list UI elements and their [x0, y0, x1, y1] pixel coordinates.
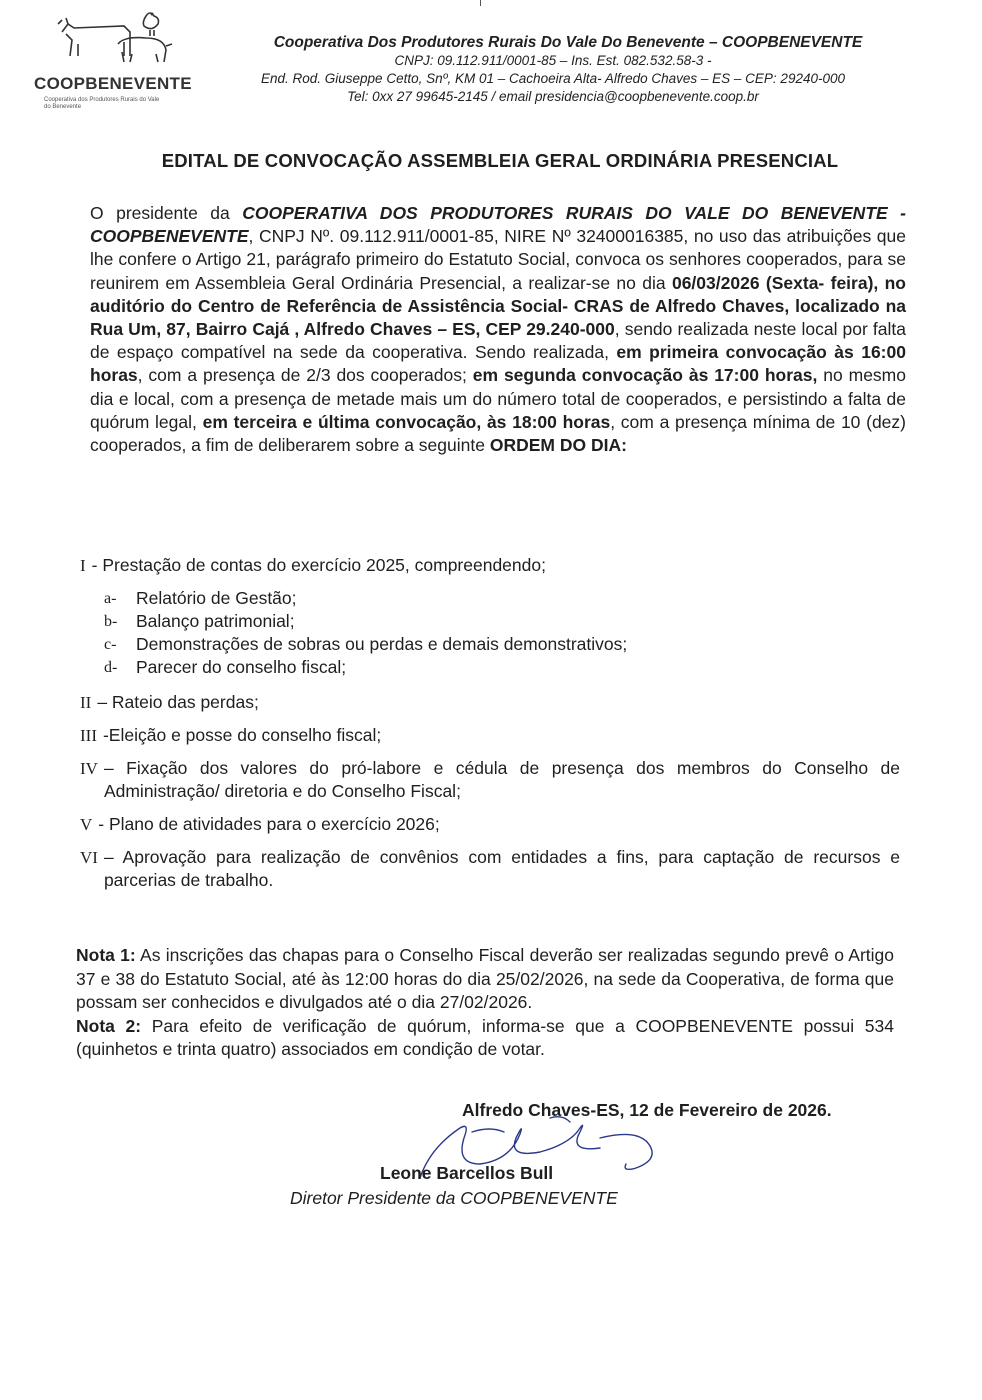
item-number: IV [80, 759, 98, 778]
item-text: – Fixação dos valores do pró-labore e cédula de presença dos membros do Conselho de Administração/ diretoria e do Conselho Fiscal; [103, 758, 900, 801]
item-number: II [80, 693, 92, 712]
agenda-subitem [80, 633, 900, 656]
scan-mark [480, 0, 481, 6]
agenda-heading: ORDEM DO DIA: [489, 435, 627, 456]
agenda-subitem [80, 610, 900, 633]
subitem-text: Relatório de Gestão; [136, 588, 297, 608]
signer-name: Leone Barcellos Bull [380, 1163, 554, 1183]
subitem-letter: a- [104, 590, 117, 607]
agenda-subitem [80, 656, 900, 679]
agenda-subitem [80, 587, 900, 610]
note-text: As inscrições das chapas para o Conselho Fiscal deverão ser realizadas segundo prevê o Artigo 37 e 38 do Estatuto Social, até às 12:00 horas do dia 25/02/2026, na sede da Cooperativa, de forma que possam ser conhecidos e divulgados até o dia 27/02/2026. [76, 945, 895, 1012]
convocation-paragraph [90, 202, 906, 457]
item-number: VI [80, 848, 98, 867]
note-label: Nota 2: [76, 1015, 142, 1036]
farm-animals-logo-icon [54, 10, 184, 72]
subitem-letter: c- [104, 636, 117, 653]
address-line: End. Rod. Giuseppe Cetto, Snº, KM 01 – Cachoeira Alta- Alfredo Chaves – ES – CEP: 29240-000 [260, 71, 845, 86]
subitem-text: Parecer do conselho fiscal; [136, 657, 347, 677]
text-run: O presidente da [90, 203, 243, 223]
note-2 [76, 1015, 894, 1062]
item-number: I [80, 556, 86, 575]
text-run: no mesmo dia e local, com a presença de metade mais um do número total de cooperados, e persistindo a falta de quórum legal, [90, 365, 906, 432]
subitem-text: Balanço patrimonial; [136, 611, 295, 631]
third-call: em terceira e última convocação, às 18:00 horas [202, 411, 611, 432]
logo-subtitle: Cooperativa dos Produtores Rurais do Vale do Benevente [44, 97, 160, 110]
item-text: – Rateio das perdas; [97, 692, 259, 712]
item-number: III [80, 726, 97, 745]
signer-role: Diretor Presidente da COOPBENEVENTE [290, 1188, 618, 1208]
org-name-emphasis: COOPERATIVA DOS PRODUTORES RURAIS DO VALE DO BENEVENTE - COOPBENEVENTE [90, 203, 906, 247]
second-call: em segunda convocação às 17:00 horas, [472, 365, 818, 386]
item-text: - Plano de atividades para o exercício 2026; [98, 814, 440, 834]
note-text: Para efeito de verificação de quórum, informa-se que a COOPBENEVENTE possui 534 (quinhetos e trinta quatro) associados em condição de votar. [76, 1015, 895, 1059]
agenda-list [80, 554, 900, 902]
agenda-item [80, 691, 900, 714]
subitem-text: Demonstrações de sobras ou perdas e demais demonstrativos; [136, 634, 628, 654]
agenda-item [80, 813, 900, 836]
item-number: V [80, 815, 93, 834]
item-text: – Aprovação para realização de convênios com entidades a fins, para captação de recursos e parcerias de trabalho. [103, 847, 900, 890]
agenda-item [80, 554, 900, 577]
note-1 [76, 944, 894, 1015]
logo [34, 10, 204, 110]
letterhead [208, 34, 898, 106]
first-call: em primeira convocação às 16:00 horas [90, 342, 906, 386]
cnpj-line: CNPJ: 09.112.911/0001-85 – Ins. Est. 082.532.58-3 - [394, 53, 712, 68]
org-name: Cooperativa Dos Produtores Rurais Do Vale Do Benevente – COOPBENEVENTE [273, 34, 863, 51]
meeting-location: 06/03/2026 (Sexta- feira), no auditório do Centro de Referência de Assistência Social- CRAS de Alfredo Chaves, localizado na Rua Um, 87, Bairro Cajá , Alfredo Chaves – ES, CEP 29.240-000 [90, 272, 906, 340]
note-label: Nota 1: [76, 945, 136, 965]
text-run: , com a presença mínima de 10 (dez) cooperados, a fim de deliberarem sobre a seguinte [90, 411, 906, 456]
agenda-item [80, 757, 900, 803]
agenda-item [80, 846, 900, 892]
agenda-subitems [80, 587, 900, 679]
item-text: - Prestação de contas do exercício 2025, compreendendo; [91, 555, 546, 575]
place-date: Alfredo Chaves-ES, 12 de Fevereiro de 2026. [462, 1100, 832, 1120]
subitem-letter: b- [104, 613, 118, 630]
text-run: , sendo realizada neste local por falta de espaço compatível na sede da cooperativa. Sendo realizada, [90, 319, 906, 363]
document-title: EDITAL DE CONVOCAÇÃO ASSEMBLEIA GERAL ORDINÁRIA PRESENCIAL [161, 150, 839, 171]
logo-name: COOPBENEVENTE [34, 74, 192, 93]
agenda-item [80, 724, 900, 747]
contact-line: Tel: 0xx 27 99645-2145 / email presidencia@coopbenevente.coop.br [347, 89, 759, 104]
text-run: , com a presença de 2/3 dos cooperados; [137, 365, 473, 386]
item-text: -Eleição e posse do conselho fiscal; [102, 725, 382, 745]
text-run: , CNPJ Nº. 09.112.911/0001-85, NIRE Nº 32400016385, no uso das atribuições que lhe confere o Artigo 21, parágrafo primeiro do Estatuto Social, convoca os senhores cooperados, para se reunirem em Assembleia Geral Ordinária Presencial, a realizar-se no dia [90, 226, 906, 293]
notes [76, 944, 894, 1062]
subitem-letter: d- [104, 659, 118, 676]
